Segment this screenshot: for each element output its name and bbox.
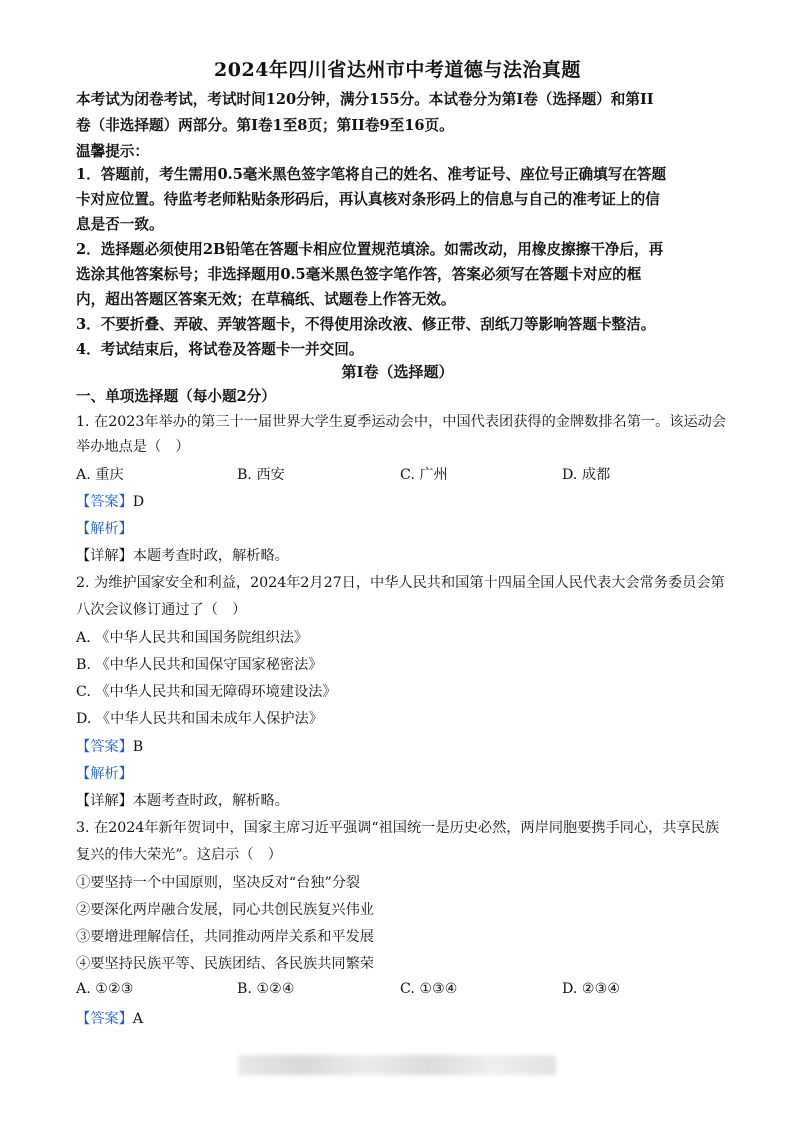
q2-option-c: C. 《中华人民共和国无障碍环境建设法》 (76, 684, 337, 700)
q3-option-d: D. ②③④ (562, 981, 621, 997)
q3-item-1: ①要坚持一个中国原则，坚决反对“台独”分裂 (76, 875, 361, 891)
q1-option-d: D. 成都 (562, 467, 611, 483)
tip-line-1: 1．答题前，考生需用0.5毫米黑色签字笔将自己的姓名、准考证号、座位号正确填写在答题 (76, 166, 667, 183)
q1-stem-line-2: 举办地点是（ ） (76, 439, 190, 455)
analysis-label: 【解析】 (76, 521, 133, 537)
q3-item-4: ④要坚持民族平等、民族团结、各民族共同繁荣 (76, 956, 374, 972)
q1-detail-text: 本题考查时政，解析略。 (132, 548, 289, 564)
q3-item-3: ③要增进理解信任，共同推动两岸关系和平发展 (76, 929, 374, 945)
answer-label: 【答案】 (76, 494, 133, 510)
q1-analysis (76, 518, 133, 538)
q2-option-b: B. 《中华人民共和国保守国家秘密法》 (76, 657, 323, 673)
answer-label: 【答案】 (76, 739, 133, 755)
q2-option-a: A. 《中华人民共和国国务院组织法》 (76, 630, 309, 646)
q1-stem-line-1: 1. 在2023年举办的第三十一届世界大学生夏季运动会中，中国代表团获得的金牌数排名第一。该运动会 (76, 414, 727, 430)
q2-option-d: D. 《中华人民共和国未成年人保护法》 (76, 711, 323, 727)
section-title: 第Ⅰ卷（选择题） (341, 363, 454, 381)
intro-line-1: 本考试为闭卷考试，考试时间120分钟，满分155分。本试卷分为第I卷（选择题）和第II (76, 91, 654, 108)
q1-detail (76, 545, 289, 565)
q2-stem-line-1: 2. 为维护国家安全和利益，2024年2月27日，中华人民共和国第十四届全国人民代表大会常务委员会第 (76, 575, 725, 591)
q2-detail-text: 本题考查时政，解析略。 (132, 793, 289, 809)
tip-line-4: 2．选择题必须使用2B铅笔在答题卡相应位置规范填涂。如需改动，用橡皮擦擦干净后，再 (76, 241, 664, 258)
q3-answer-value: A (132, 1011, 144, 1027)
analysis-label: 【解析】 (76, 766, 133, 782)
q1-option-b: B. 西安 (237, 467, 285, 483)
tip-line-3: 息是否一致。 (76, 216, 164, 233)
tip-line-7: 3．不要折叠、弄破、弄皱答题卡，不得使用涂改液、修正带、刮纸刀等影响答题卡整洁。 (76, 316, 656, 333)
part-heading: 一、单项选择题（每小题2分） (76, 388, 276, 405)
answer-label: 【答案】 (76, 1011, 133, 1027)
tip-line-2: 卡对应位置。待监考老师粘贴条形码后，再认真核对条形码上的信息与自己的准考证上的信 (76, 191, 660, 208)
tip-line-8: 4．考试结束后，将试卷及答题卡一并交回。 (76, 341, 364, 358)
q3-option-a: A. ①②③ (76, 981, 134, 997)
tips-heading: 温馨提示： (76, 143, 149, 160)
q1-answer (76, 491, 144, 511)
q2-answer-value: B (132, 739, 144, 755)
tip-line-5: 选涂其他答案标号；非选择题用0.5毫米黑色签字笔作答，答案必须写在答题卡对应的框 (76, 266, 642, 283)
page-title: 2024年四川省达州市中考道德与法治真题 (214, 59, 581, 81)
q3-option-b: B. ①②④ (237, 981, 295, 997)
q2-stem-line-2: 八次会议修订通过了（ ） (76, 602, 247, 618)
detail-label: 【详解】 (76, 793, 133, 809)
q1-answer-value: D (132, 494, 145, 510)
blurred-watermark (238, 1055, 556, 1075)
q3-stem-line-1: 3. 在2024年新年贺词中，国家主席习近平强调“祖国统一是历史必然，两岸同胞要携手同心，共享民族 (76, 820, 720, 836)
q3-stem-line-2: 复兴的伟大荣光”。这启示（ ） (76, 847, 282, 863)
q2-analysis (76, 763, 133, 783)
detail-label: 【详解】 (76, 548, 133, 564)
q3-option-c: C. ①③④ (400, 981, 458, 997)
q2-answer (76, 736, 143, 756)
q3-item-2: ②要深化两岸融合发展，同心共创民族复兴伟业 (76, 902, 374, 918)
q1-option-c: C. 广州 (400, 467, 448, 483)
intro-line-2: 卷（非选择题）两部分。第I卷1至8页；第II卷9至16页。 (76, 117, 454, 134)
q3-answer (76, 1008, 143, 1028)
q2-detail (76, 790, 289, 810)
tip-line-6: 内，超出答题区答案无效；在草稿纸、试题卷上作答无效。 (76, 291, 456, 308)
q1-option-a: A. 重庆 (76, 467, 124, 483)
